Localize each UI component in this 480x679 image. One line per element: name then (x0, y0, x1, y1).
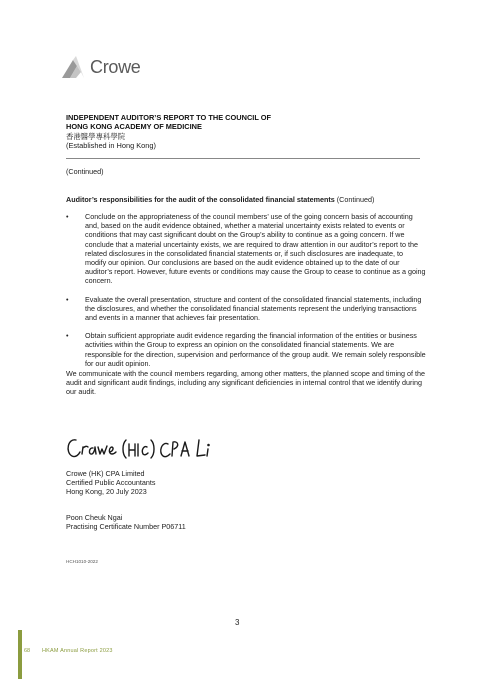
footer-accent-bar (18, 630, 22, 679)
signer-title: Certified Public Accountants (66, 478, 156, 488)
partner-name: Poon Cheuk Ngai (66, 513, 123, 522)
reference-code: HCH1010-2022 (66, 559, 98, 564)
header-chinese-name: 香港醫學專科學院 (66, 131, 126, 141)
header-established: (Established in Hong Kong) (66, 141, 156, 151)
signer-place-date: Hong Kong, 20 July 2023 (66, 487, 147, 497)
partner-block (66, 513, 186, 531)
list-item (66, 295, 426, 323)
continued-label: (Continued) (66, 167, 104, 176)
bullet-icon: • (66, 212, 69, 221)
header-divider (66, 158, 420, 159)
section-suffix: (Continued) (336, 195, 375, 204)
responsibilities-list (66, 212, 426, 377)
bullet-icon: • (66, 294, 69, 304)
page-number: 3 (235, 618, 240, 627)
list-item-text: Conclude on the appropriateness of the council members’ use of the going concern basis of accounting and, based on the audit evidence obtained, whether a material uncertainty exists related to events or conditions that may cast significant doubt on the Group’s ability to continue as a going concern. If we conclude that a material uncertainty exists, we are required to draw attention in our auditor’s report to the related disclosures in the consolidated financial statements or, if such disclosures are inadequate, to modify our opinion. Our conclusions are based on the audit evidence obtained up to the date of our auditor’s report. However, future events or conditions may cause the Group to cease to continue as a going concern. (85, 212, 426, 286)
signer-block (66, 469, 156, 497)
section-title: Auditor’s responsibilities for the audit of the consolidated financial statements (66, 195, 335, 204)
report-header (66, 113, 426, 151)
header-line-2: HONG KONG ACADEMY OF MEDICINE (66, 122, 202, 132)
list-item (66, 331, 426, 368)
handwritten-signature (64, 432, 214, 464)
footer-page-number: 68 (24, 648, 31, 654)
closing-paragraph: We communicate with the council members regarding, among other matters, the planned scope and timing of the audit and significant audit findings, including any significant deficiencies in internal control that we identify during our audit. (66, 369, 426, 397)
footer-report-title: HKAM Annual Report 2023 (42, 648, 113, 654)
logo-text: Crowe (90, 56, 141, 77)
header-line-1: INDEPENDENT AUDITOR’S REPORT TO THE COUNCIL OF (66, 113, 272, 122)
crowe-mountain-icon (62, 56, 88, 78)
partner-certificate: Practising Certificate Number P06711 (66, 522, 186, 532)
bullet-icon: • (66, 331, 69, 341)
list-item-text: Evaluate the overall presentation, structure and content of the consolidated financial statements, including the disclosures, and whether the consolidated financial statements represent the underlying transactions and events in a manner that achieves fair presentation. (85, 294, 422, 323)
list-item-text: Obtain sufficient appropriate audit evidence regarding the financial information of the entities or business activities within the Group to express an opinion on the consolidated financial statements. We are responsible for the direction, supervision and performance of the group audit. We remain solely responsible for our audit opinion. (85, 331, 426, 368)
crowe-logo (62, 56, 141, 78)
signer-firm: Crowe (HK) CPA Limited (66, 469, 145, 478)
list-item (66, 212, 426, 286)
section-heading (66, 195, 426, 204)
